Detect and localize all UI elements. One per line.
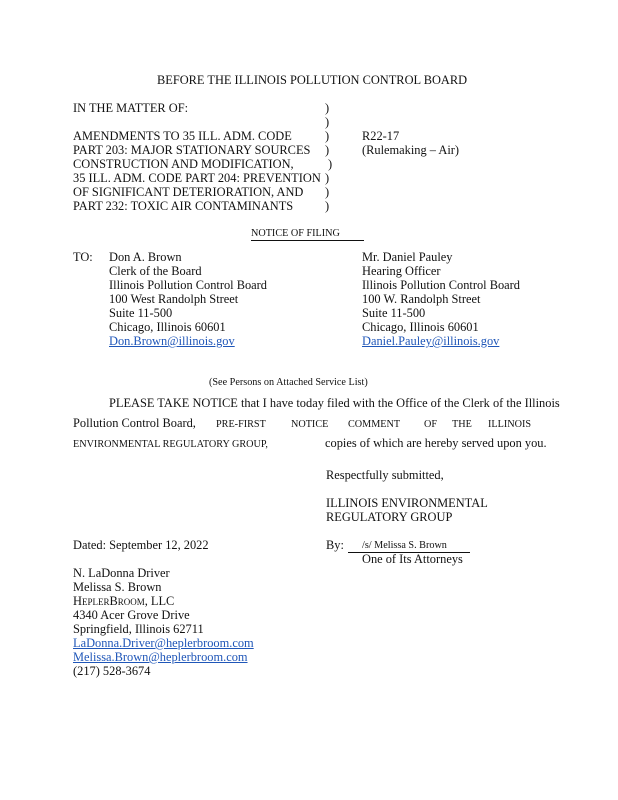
attorney-name: N. LaDonna Driver [73, 566, 170, 580]
title-word: OF [424, 419, 438, 430]
dated-line: Dated: September 12, 2022 [73, 538, 209, 552]
caption-title-block [73, 129, 321, 213]
law-firm-name: HeplerBroom, LLC [73, 594, 175, 608]
attorney-block [73, 566, 254, 678]
closing-org-line2: REGULATORY GROUP [326, 510, 453, 524]
paren: ) [325, 129, 330, 143]
paren: ) [325, 171, 330, 185]
recipient-city: Chicago, Illinois 60601 [362, 320, 479, 334]
docket-number: R22-17 [362, 129, 400, 143]
signature-text: /s/ Melissa S. Brown [362, 540, 447, 551]
document-heading: BEFORE THE ILLINOIS POLLUTION CONTROL BOARD [157, 73, 468, 87]
caption-paren-column [325, 101, 332, 213]
caption-line: 35 ILL. ADM. CODE PART 204: PREVENTION [73, 171, 321, 185]
paren: ) [325, 199, 330, 213]
to-label: TO: [73, 250, 93, 264]
recipient-suite: Suite 11-500 [362, 306, 426, 320]
in-the-matter-label: IN THE MATTER OF: [73, 101, 189, 115]
notice-body-line3-start: ENVIRONMENTAL REGULATORY GROUP, [73, 439, 268, 450]
firm-city: Springfield, Illinois 62711 [73, 622, 204, 636]
closing-org-line1: ILLINOIS ENVIRONMENTAL [326, 496, 488, 510]
recipient-suite: Suite 11-500 [109, 306, 173, 320]
recipient-right [362, 250, 520, 348]
caption-line: PART 232: TOXIC AIR CONTAMINANTS [73, 199, 294, 213]
recipient-email-link[interactable]: Don.Brown@illinois.gov [109, 334, 235, 348]
notice-body-line3-end: copies of which are hereby served upon you. [325, 436, 547, 450]
title-word: ILLINOIS [488, 419, 532, 430]
attorney-name: Melissa S. Brown [73, 580, 162, 594]
by-label: By: [326, 538, 344, 552]
recipient-org: Illinois Pollution Control Board [362, 278, 520, 292]
notice-of-filing-title: NOTICE OF FILING [251, 228, 364, 241]
caption-line: OF SIGNIFICANT DETERIORATION, AND [73, 185, 304, 199]
recipient-email-link[interactable]: Daniel.Pauley@illinois.gov [362, 334, 500, 348]
caption-line: CONSTRUCTION AND MODIFICATION, [73, 157, 294, 171]
caption-line: AMENDMENTS TO 35 ILL. ADM. CODE [73, 129, 292, 143]
recipient-name: Don A. Brown [109, 250, 182, 264]
paren: ) [325, 101, 330, 115]
notice-body-line2-start: Pollution Control Board, [73, 416, 196, 430]
notice-body-line1: PLEASE TAKE NOTICE that I have today filed with the Office of the Clerk of the Illinois [109, 396, 560, 410]
service-list-note: (See Persons on Attached Service List) [209, 377, 368, 388]
title-word: PRE-FIRST [216, 419, 266, 430]
recipient-city: Chicago, Illinois 60601 [109, 320, 226, 334]
title-word: COMMENT [348, 419, 401, 430]
recipient-street: 100 W. Randolph Street [362, 292, 481, 306]
recipient-org: Illinois Pollution Control Board [109, 278, 267, 292]
firm-street: 4340 Acer Grove Drive [73, 608, 190, 622]
caption-line: PART 203: MAJOR STATIONARY SOURCES [73, 143, 311, 157]
signature-line [348, 538, 470, 553]
title-word: NOTICE [291, 419, 329, 430]
signature-role: One of Its Attorneys [362, 552, 463, 566]
respectfully-submitted: Respectfully submitted, [326, 468, 444, 482]
paren: ) [325, 115, 330, 129]
recipient-left [109, 250, 267, 348]
docket-type: (Rulemaking – Air) [362, 143, 460, 157]
paren: ) [325, 185, 330, 199]
recipient-title: Hearing Officer [362, 264, 441, 278]
firm-phone: (217) 528-3674 [73, 664, 151, 678]
recipient-street: 100 West Randolph Street [109, 292, 239, 306]
paren: ) [328, 157, 333, 171]
title-word: THE [452, 419, 472, 430]
paren: ) [325, 143, 330, 157]
recipient-name: Mr. Daniel Pauley [362, 250, 453, 264]
recipient-title: Clerk of the Board [109, 264, 202, 278]
attorney-email-link[interactable]: LaDonna.Driver@heplerbroom.com [73, 636, 254, 650]
attorney-email-link[interactable]: Melissa.Brown@heplerbroom.com [73, 650, 248, 664]
